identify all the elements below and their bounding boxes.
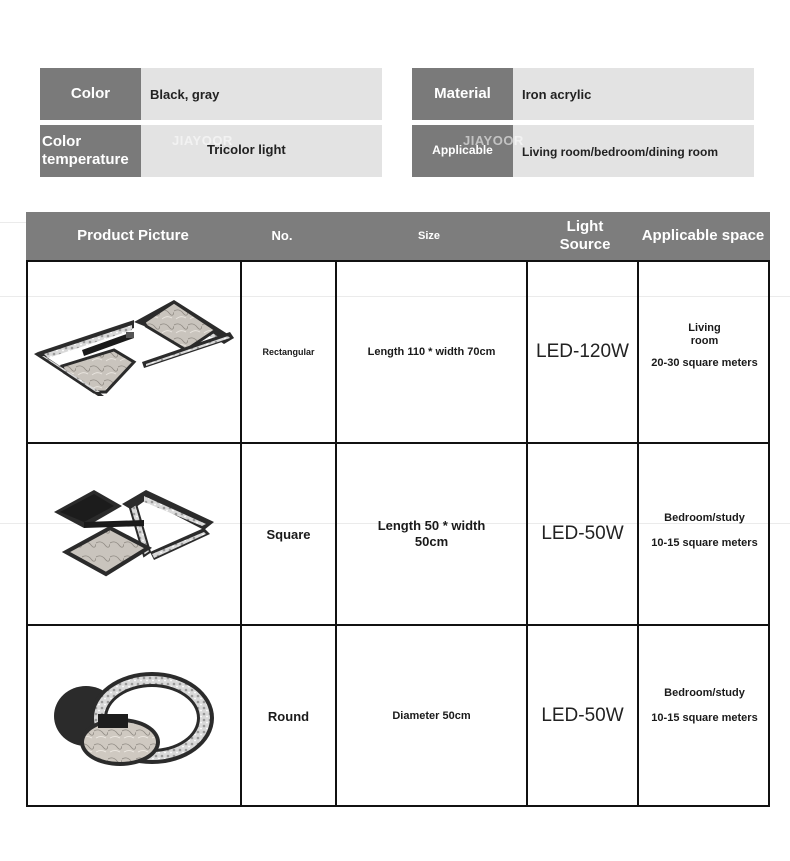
header-light-source: Light Source [559, 218, 611, 253]
round-ceiling-lamp-icon [52, 670, 216, 776]
header-product-picture: Product Picture [77, 227, 189, 244]
row-1-size: Length 110 * width 70cm [367, 346, 496, 358]
space-room: Bedroom/study [664, 512, 745, 524]
spec-value: Tricolor light [141, 125, 382, 177]
product-table [26, 260, 770, 807]
square-ceiling-lamp-icon [54, 482, 224, 582]
row-2-light-source: LED-50W [541, 523, 624, 544]
header-no: No. [271, 228, 293, 243]
watermark: JIAYOOR [463, 133, 524, 148]
space-room: Bedroom/study [664, 687, 745, 699]
spec-value: Iron acrylic [513, 68, 754, 120]
row-1-light-source: LED-120W [536, 341, 629, 362]
spec-value: Black, gray [141, 68, 382, 120]
space-room: Living room [688, 322, 721, 347]
spec-label: Color temperature [40, 125, 141, 177]
spec-value: Living room/bedroom/dining room [513, 125, 754, 177]
row-2-no: Square [266, 526, 311, 542]
row-2-size: Length 50 * width 50cm [377, 518, 486, 549]
row-2-applicable-space [639, 512, 770, 562]
header-applicable-space: Applicable space [641, 227, 765, 244]
watermark: JIAYOOR [172, 133, 233, 148]
table-header [26, 212, 770, 260]
row-3-no: Round [267, 708, 310, 724]
row-1-no: Rectangular [262, 347, 315, 357]
row-3-size: Diameter 50cm [392, 710, 471, 722]
divider [0, 222, 26, 223]
spec-label: Material [412, 68, 513, 120]
space-area: 20-30 square meters [651, 357, 758, 369]
rectangular-ceiling-lamp-icon [34, 292, 234, 402]
row-1-applicable-space [639, 322, 770, 380]
header-size: Size [417, 230, 440, 242]
row-3-light-source: LED-50W [541, 705, 624, 726]
spec-color [40, 68, 382, 120]
row-3-applicable-space [639, 687, 770, 737]
spec-label: Applicable [412, 125, 513, 177]
spec-material [412, 68, 754, 120]
space-area: 10-15 square meters [651, 537, 758, 549]
space-area: 10-15 square meters [651, 712, 758, 724]
spec-label: Color [40, 68, 141, 120]
